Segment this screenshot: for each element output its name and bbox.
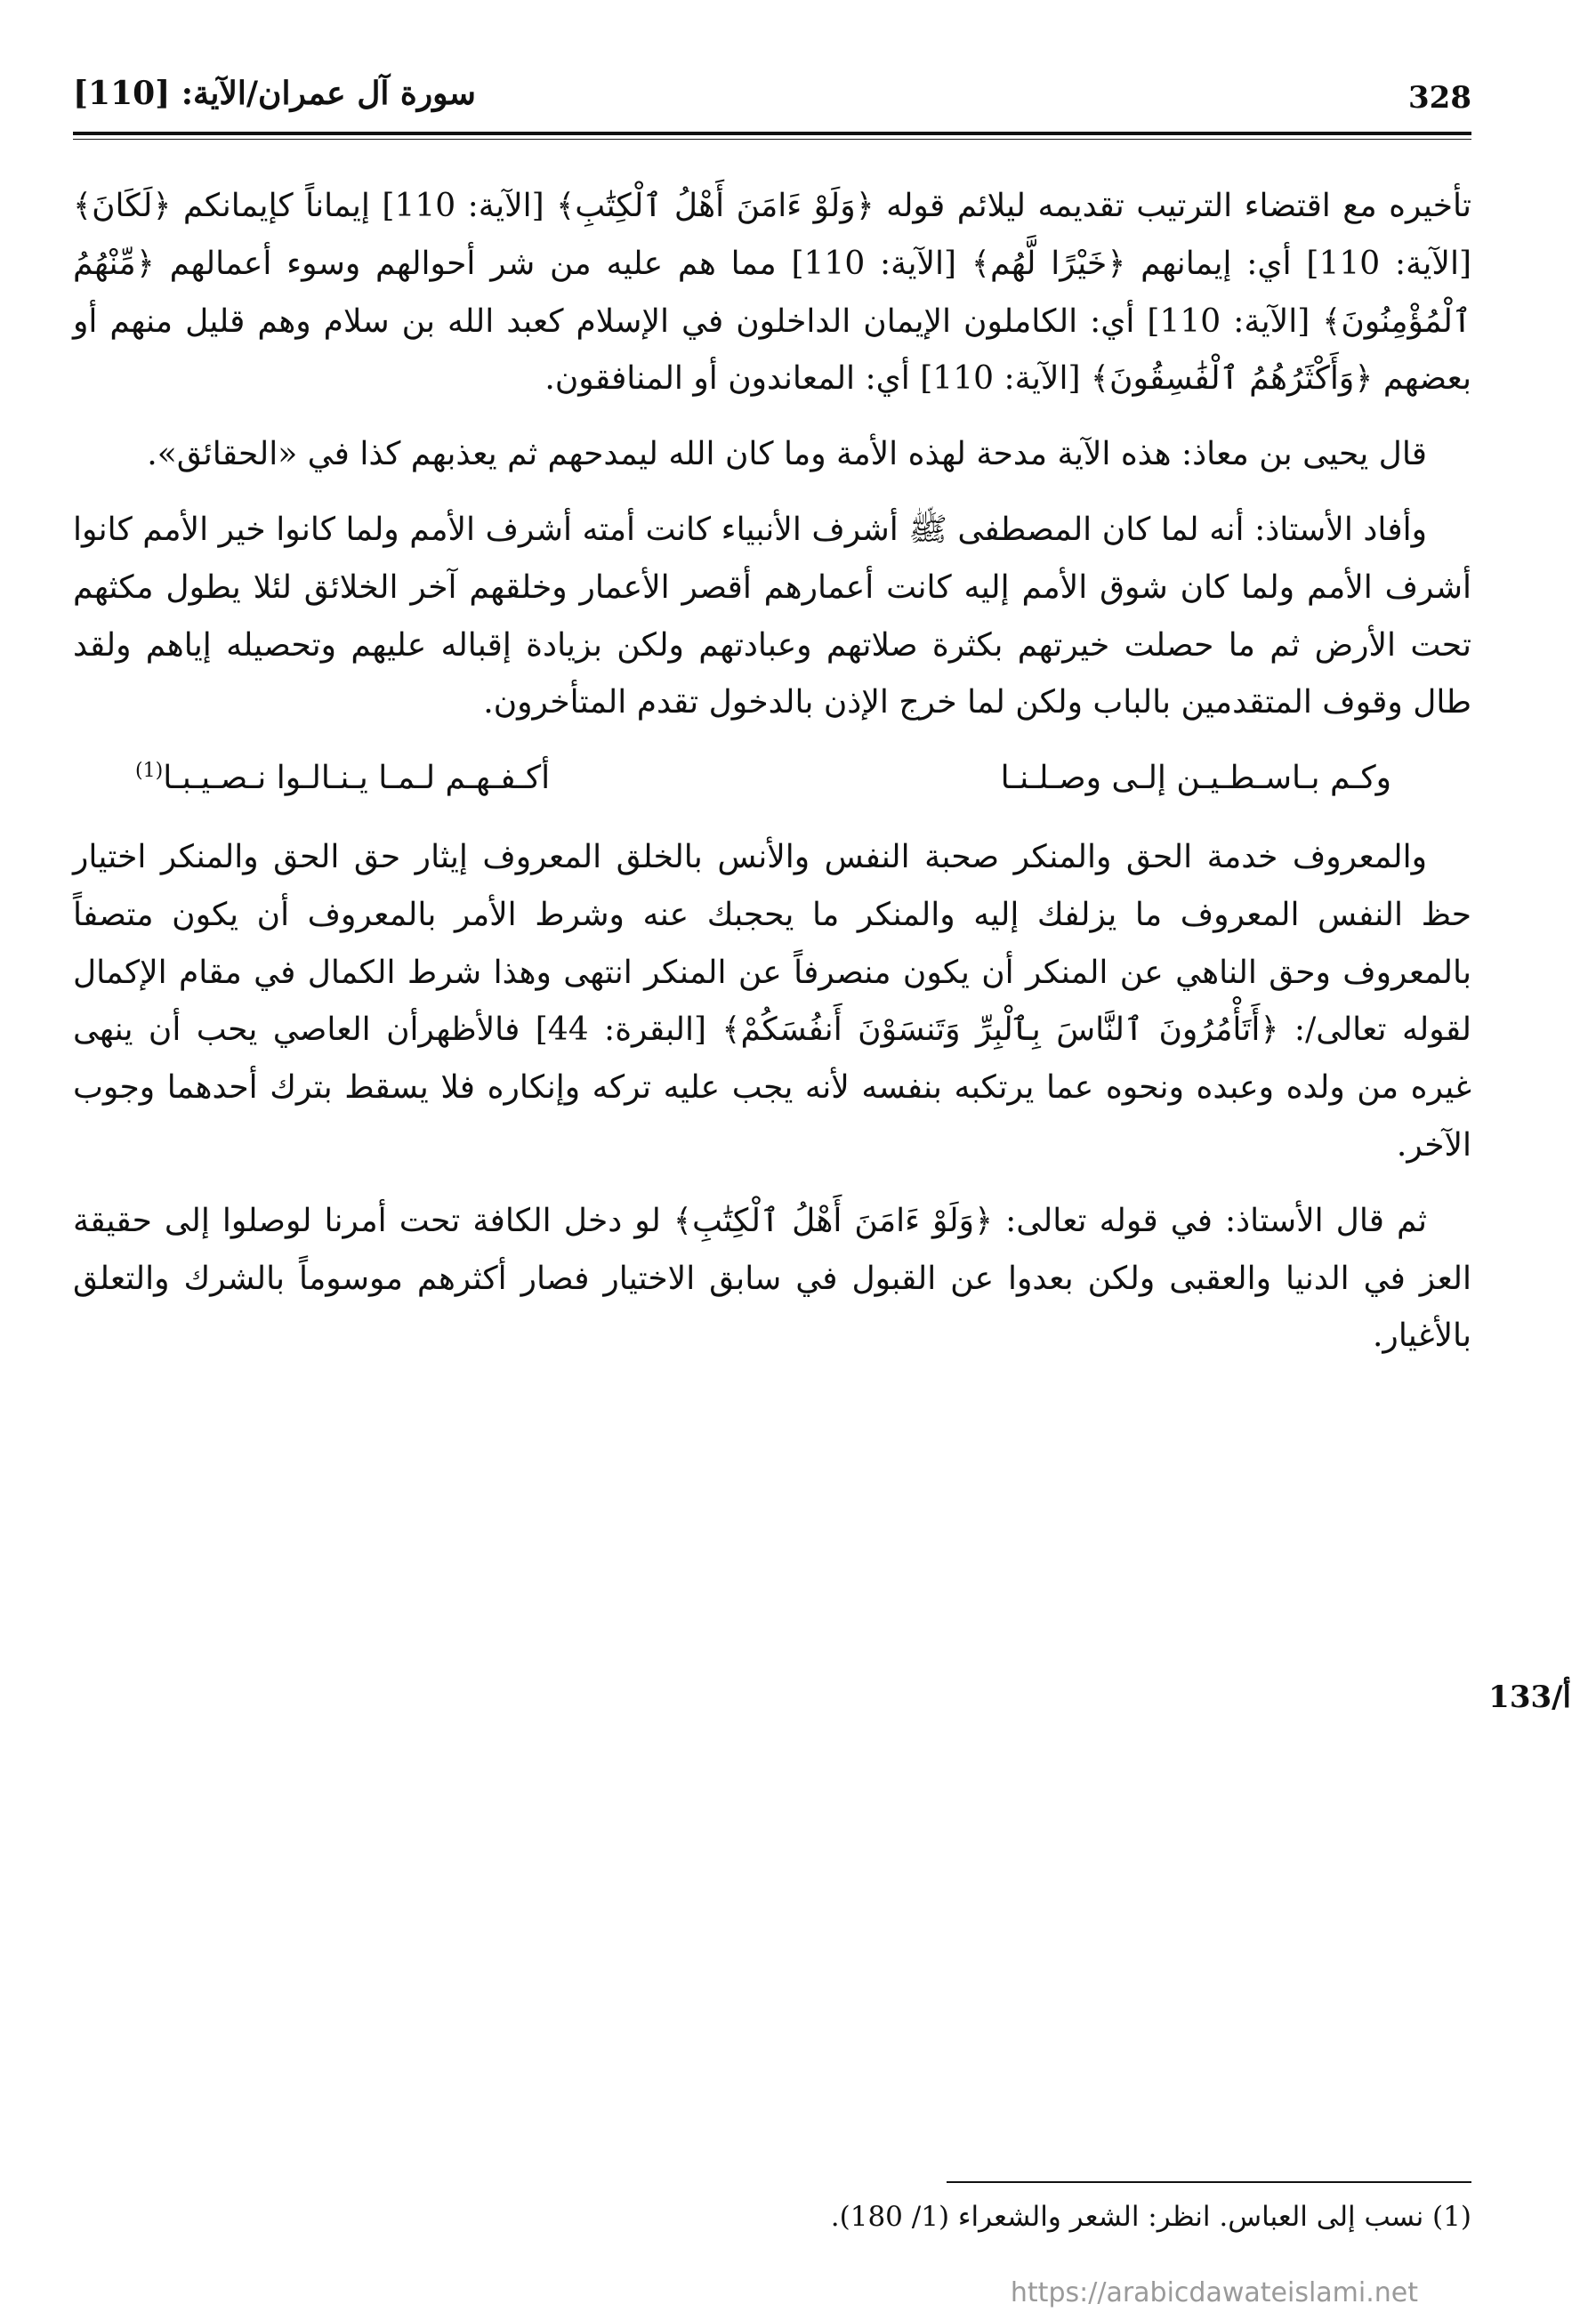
page-number: 328 (1408, 80, 1471, 116)
footnote-ref: (1) (135, 760, 164, 783)
page-header (73, 69, 1471, 132)
paragraph-5: ثم قال الأستاذ: في قوله تعالى: ﴿وَلَوْ ءَامَنَ أَهْلُ ٱلْكِتَٰبِ﴾ لو دخل الكافة تحت أمرنا لوصلوا إلى حقيقة العز في الدنيا والعقبى ولكن بعدوا عن القبول في سابق الاختيار فصار أكثرهم موسوماً بالشرك والتعلق بالأغيار. (73, 1202, 1471, 1355)
verse-second-hemistich (135, 750, 550, 808)
manuscript-folio-marker: 133/أ (1488, 1680, 1571, 1715)
paragraph-2: قال يحيى بن معاذ: هذه الآية مدحة لهذه الأمة وما كان الله ليمدحهم ثم يعذبهم كذا في «الحقائق». (147, 436, 1427, 473)
paragraph-3: وأفاد الأستاذ: أنه لما كان المصطفى ﷺ أشرف الأنبياء كانت أمته أشرف الأمم ولما كانوا خير الأمم كانوا أشرف الأمم ولما كان شوق الأمم إليه كانت أعمارهم أقصر الأعمار وخلقهم آخر الخلائق لئلا يطول مكثهم تحت الأرض ثم ما حصلت خيرتهم بكثرة صلاتهم وعبادتهم ولكن بزيادة إقباله عليهم وتحصيله إياهم ولقد طال وقوف المتقدمين بالباب ولكن لما خرج الإذن بالدخول تقدم المتأخرون. (73, 511, 1472, 721)
main-text (73, 178, 1471, 1383)
paragraph-1: تأخيره مع اقتضاء الترتيب تقديمه ليلائم قوله ﴿وَلَوْ ءَامَنَ أَهْلُ ٱلْكِتَٰبِ﴾ [الآية: 110] إيماناً كإيمانكم ﴿لَكَانَ﴾ [الآية: 110] أي: إيمانهم ﴿خَيْرًا لَّهُم﴾ [الآية: 110] مما هم عليه من شر أحوالهم وسوء أعمالهم ﴿مِّنْهُمُ ٱلْمُؤْمِنُونَ﴾ [الآية: 110] أي: الكاملون الإيمان الداخلون في الإسلام كعبد الله بن سلام وهم قليل منهم أو بعضهم ﴿وَأَكْثَرُهُمُ ٱلْفَٰسِقُونَ﴾ [الآية: 110] أي: المعاندون أو المنافقون. (73, 188, 1471, 398)
footnote-separator (947, 2181, 1471, 2183)
footnote: (1) نسب إلى العباس. انظر: الشعر والشعراء (1/ 180). (830, 2201, 1471, 2233)
verse-second-text: أكـفـهـم لـمـا يـنـالـوا نـصـيـبـا (163, 760, 551, 797)
header-rule-thin (73, 139, 1471, 140)
verse-first-hemistich: وكـم بـاسـطـيـن إلـى وصـلـنـا (1000, 760, 1391, 797)
watermark-url: https://arabicdawateislami.net (1010, 2277, 1418, 2308)
paragraph-4: والمعروف خدمة الحق والمنكر صحبة النفس والأنس بالخلق المعروف إيثار حق الحق والمنكر اختيار حظ النفس المعروف ما يزلفك إليه والمنكر ما يحجبك عنه وشرط الأمر بالمعروف أن يكون متصفاً بالمعروف وحق الناهي عن المنكر أن يكون منصرفاً عن المنكر انتهى وهذا شرط الكمال في مقام الإكمال لقوله تعالى/: ﴿أَتَأْمُرُونَ ٱلنَّاسَ بِٱلْبِرِّ وَتَنسَوْنَ أَنفُسَكُمْ﴾ [البقرة: 44] فالأظهرأن العاصي يحب أن ينهى غيره من ولده وعبده ونحوه عما يرتكبه بنفسه لأنه يجب عليه تركه وإنكاره فلا يسقط بترك أحدهما وجوب الآخر. (73, 838, 1471, 1164)
poetry-verse (73, 750, 1471, 808)
running-title: سورة آل عمران/الآية: [110] (73, 75, 476, 112)
header-rule-thick (73, 132, 1471, 135)
